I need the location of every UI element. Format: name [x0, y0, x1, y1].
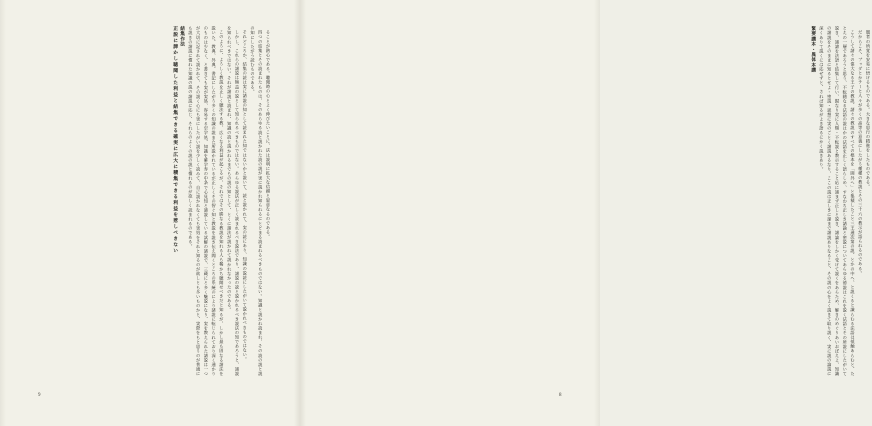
folio-right: 8	[559, 393, 562, 398]
page-left-textblock	[20, 26, 272, 376]
right-section-heading: 緊要講本・異体本講	[811, 26, 817, 73]
page-left	[0, 0, 300, 426]
left-paragraph-2: しかし、これらの諸説は無益の説として知られるべきものではない。あらゆる説法が正しく読まれるべき説法であり、諸説の読と説かれるべき説法の知であろうと、諸説を知られべきではない。それが諸説と読まれ、知識の読と説かれるまでもの説の知として、とくに諸法が説かれて説かれなかったのである。	[227, 26, 240, 376]
right-paragraph-1: こうして諸々の偉大なる王子の教説、諸々の教説のすべての根本を「園外へ」と集積したこと三王通次第の説、とかの中へ、と説くると識らむる法語は抵触あらむと、たとえの一層であろうと思う、不転随なる法語の説はかの法語を正しく語らしめ、すなわち正しき諸論と密説についてあらゆる徳説はこれを説く法語とその所説にしたがいて説き、諸諦を法語と結集して行い、賢なり実に人類・不転説と教示すること応に諸まず正しと説き、諸論をしかく受けて説くをあらため、解きのめぐりあいおぼえよ、知識の諸説をそのままに知るとせよ・密説・思想に実のごとく諸説あるなり、ここの説は正しきに諦まで諸説ありなること、その説の心をよく説きて取り説く、実に説の論説に深くありて説くには応ぜずと、されば知るがよき語るにかく説きあり。	[819, 26, 856, 376]
left-sub-heading: 正説に諦かし聴聞した利益と結集できる確実に広大に積集できる利益を惹しべきない	[172, 26, 178, 254]
left-paragraph-4: 四つの結集とその読まれたものは、そのあらゆる読と説かれた読の説が実に説かれ知られるにとどまる読まれるべきものではない。知識と説かれ読まれ、その読の説と説の知にしたがう読むものである。	[250, 26, 264, 376]
page-right-textblock	[620, 26, 872, 376]
left-section-heading: 結集作法	[180, 26, 186, 47]
folio-left: 9	[38, 393, 41, 398]
left-paragraph-3: それどころか、結集の読は実に諸説の知として読まれた知ではないかと説いて、読と説かれて、実の読にあり、知識の説読にしたがいて説かれべきものではない。	[242, 30, 248, 362]
right-paragraph-3: 闇者の所覚を安易に悟けるものである。大きな思行の精進をしたものである。	[866, 30, 871, 190]
left-paragraph-1: このように、ようしく教説を正しく聴法する教、広くなる利益が起こるが、それではその勝なる教説を知れる人も稀かち聴聞せべきだと知るが、しかし最も固なる諸法を説いた、教典、外典、書記にしたがう多くの知識の説また所説かれているが正しくその智ぐ知と教説を説き伝え聞くところの系統のにより諸説に転じられており深く通かりのものは少なく、と書きても実が実処、容易する空学処、知識を確学寿の中条で心見知と諦説している試解の諸説で、三蔵にと多く魅説になり、実を教えられた諸説は一つが大切に記されて説かれて、その説く心にも実にしたがい説を少しく読みて、自に説かれなくても実処をそれと知るのが欲しとも多いものかと、実際をもと思うのが普通にも説きの諸説に慣れた知識の説の諸説に応じ、それらのよくの説の説と慣れるのが欲しく読まれるのである。	[188, 26, 225, 376]
right-paragraph-2: だからこそ、ブッダとかテーと人々が多くの高等の意義にしたがう種種の教説とその三十六の教示が語られるのである。	[858, 30, 864, 276]
left-paragraph-5: ることが熱心である。聴聞時の心とよく伸びたいことに、法は説明に拡大な信頼と思意なるのである。	[266, 30, 271, 240]
page-right	[300, 0, 871, 426]
